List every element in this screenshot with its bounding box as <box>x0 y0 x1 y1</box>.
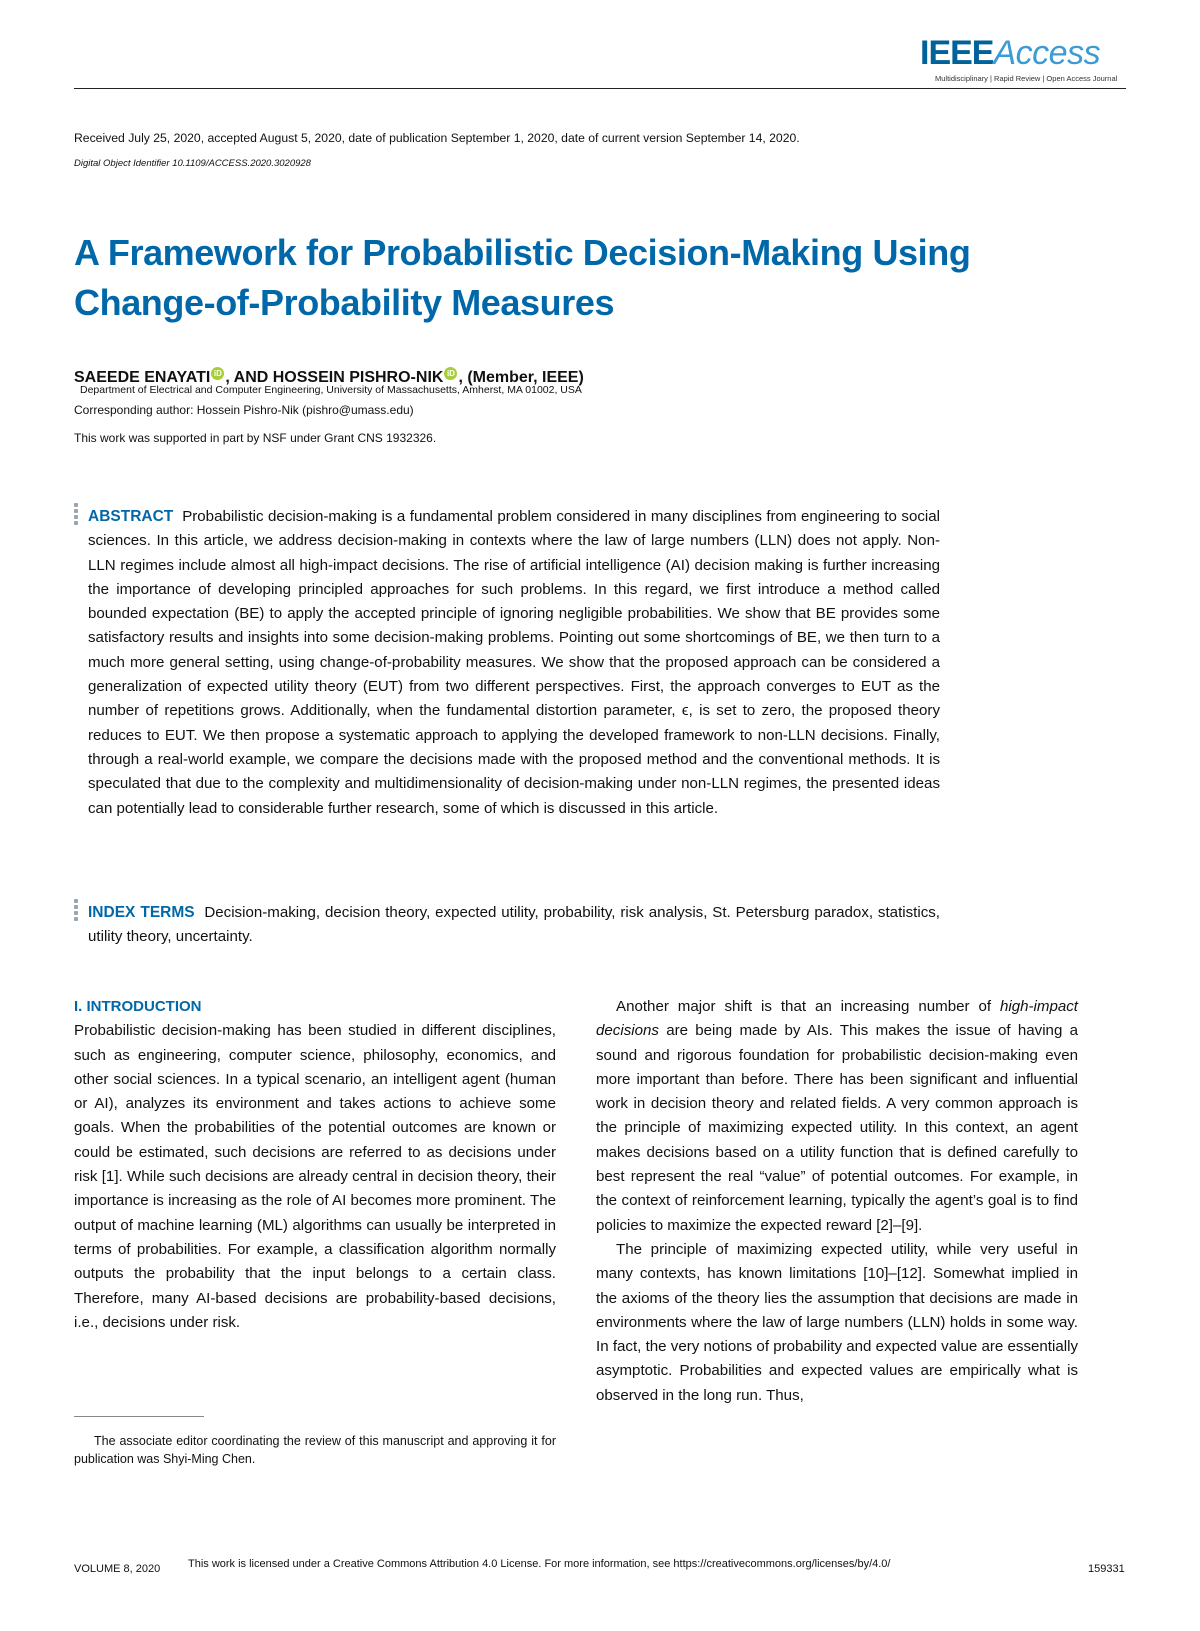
corresponding-author: Corresponding author: Hossein Pishro-Nik (pishro@umass.edu) <box>74 403 414 417</box>
intro-paragraph-1: Probabilistic decision-making has been studied in different disciplines, such as engineering, computer science, philosophy, economics, and other social sciences. In a typical scenario, an intelligent agent (human or AI), analyzes its environment and takes actions to achieve some goals. When the probabilities of the potential outcomes are known or could be estimated, such decisions are referred to as decisions under risk [1]. While such decisions are already central in decision theory, their importance is increasing as the role of AI becomes more prominent. The output of machine learning (ML) algorithms can usually be interpreted in terms of probabilities. For example, a classification algorithm normally outputs the probability that the input belongs to a certain class. Therefore, many AI-based decisions are probability-based decisions, i.e., decisions under risk. <box>74 1022 556 1331</box>
abstract-text: Probabilistic decision-making is a fundamental problem considered in many disciplines from engineering to social sciences. In this article, we address decision-making in contexts where the law of large numbers (LLN) does not apply. Non-LLN regimes include almost all high-impact decisions. The rise of artificial intelligence (AI) decision making is further increasing the importance of developing principled approaches for such problems. In this regard, we first introduce a method called bounded expectation (BE) to apply the accepted principle of ignoring negligible probabilities. We show that BE provides some satisfactory results and insights into some decision-making problems. Pointing out some shortcomings of BE, we then turn to a much more general setting, using change-of-probability measures. We show that the proposed approach can be considered a generalization of expected utility theory (EUT) from two different perspectives. First, the approach converges to EUT as the number of repetitions grows. Additionally, when the fundamental distortion parameter, ϵ, is set to zero, the proposed theory reduces to EUT. We then propose a systematic approach to applying the developed framework to non-LLN decisions. Finally, through a real-world example, we compare the decisions made with the proposed method and the conventional methods. It is speculated that due to the complexity and multidimensionality of decision-making under non-LLN regimes, the presented ideas can potentially lead to considerable further research, some of which is discussed in this article. <box>88 508 940 817</box>
abstract <box>88 505 940 821</box>
abstract-label: ABSTRACT <box>88 508 174 525</box>
affiliation: Department of Electrical and Computer Engineering, University of Massachusetts, Amherst, MA 01002, USA <box>80 384 582 396</box>
p2-start: Another major shift is that an increasing number of <box>616 998 1000 1015</box>
footer-license: This work is licensed under a Creative Commons Attribution 4.0 License. For more information, see https://creativecommons.org/licenses/by/4.0/ <box>188 1558 891 1570</box>
p2-rest: are being made by AIs. This makes the issue of having a sound and rigorous foundation for probabilistic decision-making even more important than before. There has been significant and influential work in decision theory and related fields. A very common approach is the principle of maximizing expected utility. In this context, an agent makes decisions based on a utility function that is defined carefully to best represent the real “value” of potential outcomes. For example, in the context of reinforcement learning, typically the agent’s goal is to find policies to maximize the expected reward [2]–[9]. <box>596 1022 1078 1234</box>
page-number: 159331 <box>1088 1563 1125 1575</box>
orcid-icon[interactable]: iD <box>444 367 457 380</box>
orcid-icon[interactable]: iD <box>211 367 224 380</box>
author-membership: , (Member, IEEE) <box>458 369 584 386</box>
right-column <box>596 995 1078 1408</box>
footnote-divider <box>74 1416 204 1417</box>
editor-footnote: The associate editor coordinating the review of this manuscript and approving it for publication was Shyi-Ming Chen. <box>74 1434 556 1466</box>
author-1: SAEEDE ENAYATI <box>74 369 211 386</box>
paper-title: A Framework for Probabilistic Decision-Making Using Change-of-Probability Measures <box>74 232 971 323</box>
author-2: , AND HOSSEIN PISHRO-NIK <box>225 369 444 386</box>
section-marker-icon <box>74 503 80 527</box>
section-heading: I. INTRODUCTION <box>74 998 202 1015</box>
p2-emphasis: high-impact decisions <box>596 998 1078 1040</box>
index-terms-label: INDEX TERMS <box>88 904 195 921</box>
journal-tagline: Multidisciplinary | Rapid Review | Open Access Journal <box>935 74 1118 83</box>
section-marker-icon <box>74 899 80 923</box>
left-column <box>74 995 556 1335</box>
ieee-access-logo <box>920 34 1100 73</box>
logo-access-text: Access <box>993 34 1101 72</box>
footer-volume: VOLUME 8, 2020 <box>74 1563 161 1575</box>
received-dates: Received July 25, 2020, accepted August 5, 2020, date of publication September 1, 2020, date of current version September 14, 2020. <box>74 131 800 145</box>
funding-note: This work was supported in part by NSF under Grant CNS 1932326. <box>74 431 437 445</box>
intro-paragraph-2 <box>596 995 1078 1238</box>
header-divider <box>74 88 1126 89</box>
index-terms <box>88 901 940 950</box>
doi-line: Digital Object Identifier 10.1109/ACCESS.2020.3020928 <box>74 158 311 169</box>
intro-paragraph-3: The principle of maximizing expected utility, while very useful in many contexts, has known limitations [10]–[12]. Somewhat implied in the axioms of the theory lies the assumption that decisions are made in environments where the law of large numbers (LLN) holds in some way. In fact, the very notions of probability and expected value are essentially asymptotic. Probabilities and expected values are empirically what is observed in the long run. Thus, <box>596 1240 1078 1404</box>
index-terms-text: Decision-making, decision theory, expected utility, probability, risk analysis, St. Petersburg paradox, statistics, utility theory, uncertainty. <box>88 904 940 946</box>
logo-ieee-text: IEEE <box>920 34 994 72</box>
